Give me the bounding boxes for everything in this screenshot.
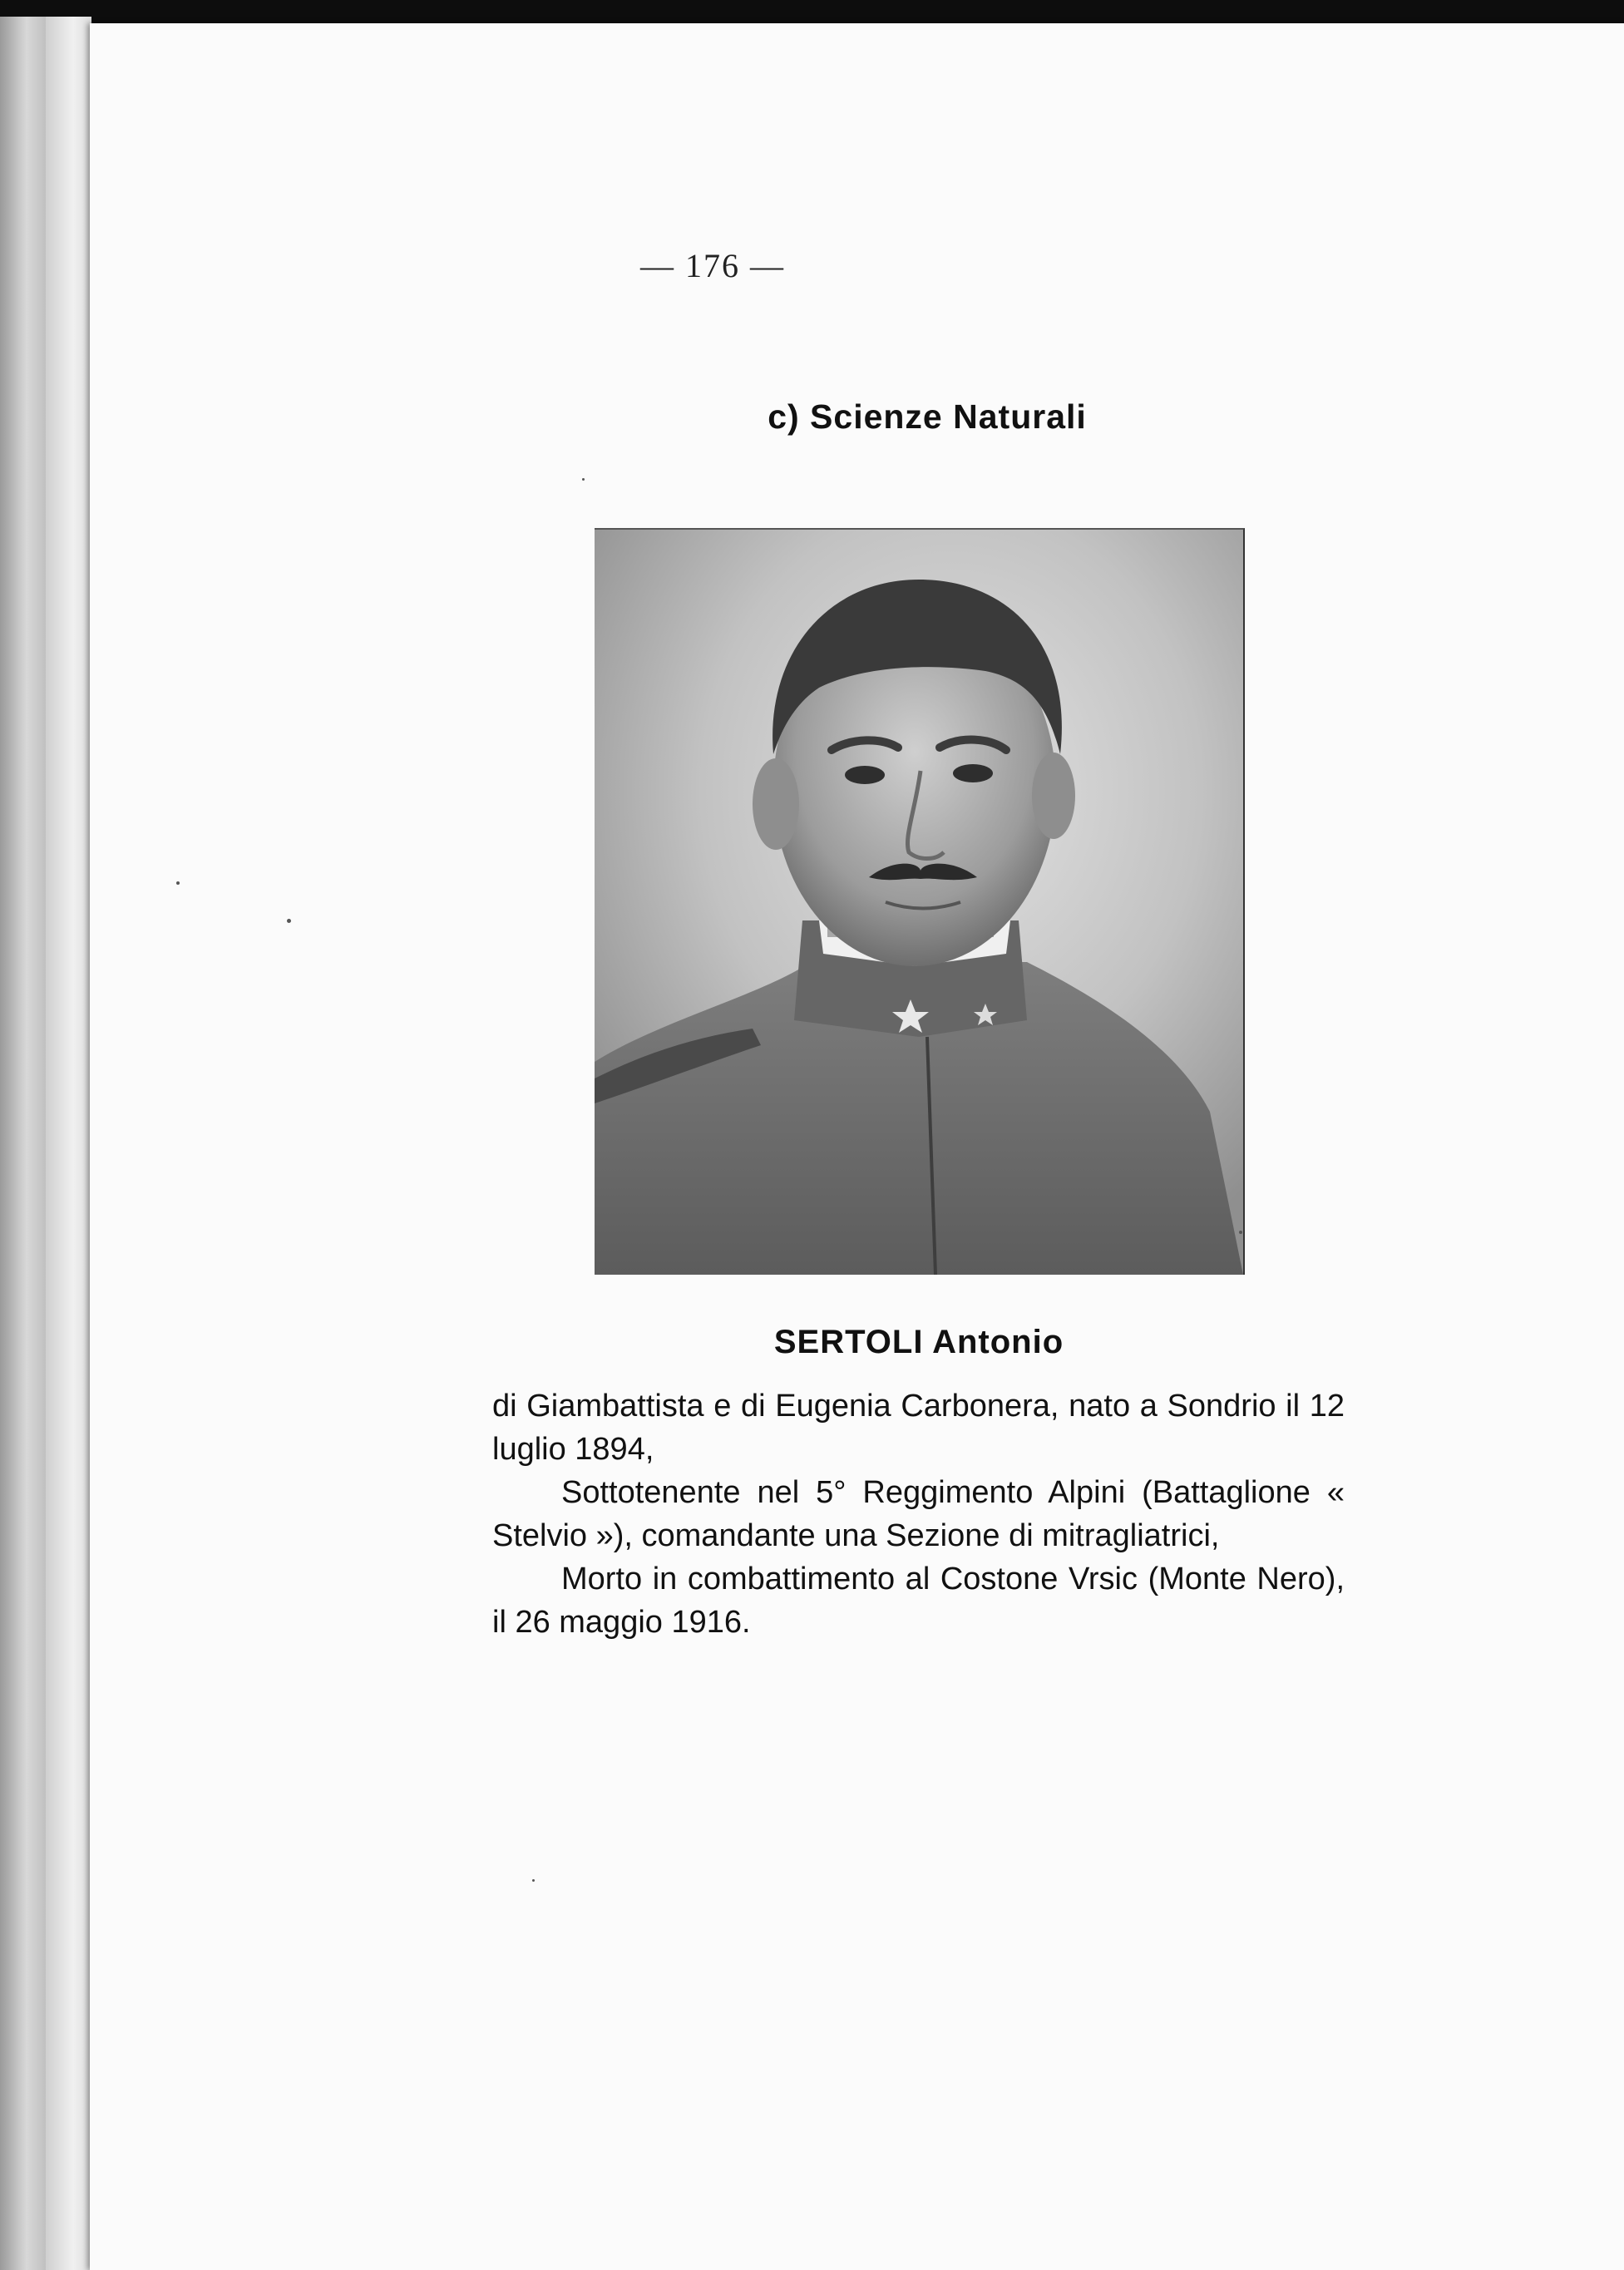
page-number-text: — 176 — [640,247,785,284]
bio-paragraph-birth: di Giambattista e di Eugenia Carbonera, nato a Sondrio il 12 luglio 1894, [492,1389,1345,1467]
bio-paragraph-rank: Sottotenente nel 5° Reggimento Alpini (Battaglione « Stelvio »), comandante una Sezione di mitragliatrici, [492,1475,1345,1553]
bio-paragraph-death: Morto in combattimento al Costone Vrsic (Monte Nero), il 26 maggio 1916. [492,1562,1345,1640]
person-name: SERTOLI Antonio [773,1324,1064,1360]
page-number [0,246,1573,285]
scan-speck [287,919,291,923]
scan-speck [176,881,180,885]
scan-speck [1239,1231,1242,1234]
section-title: c) Scienze Naturali [768,397,1087,436]
scan-speck [582,478,585,481]
portrait-illustration [595,530,1243,1275]
scan-speck [532,1879,535,1882]
page-stack-edge [46,17,91,2270]
portrait-photo [595,528,1245,1275]
biography [492,1384,1345,1644]
